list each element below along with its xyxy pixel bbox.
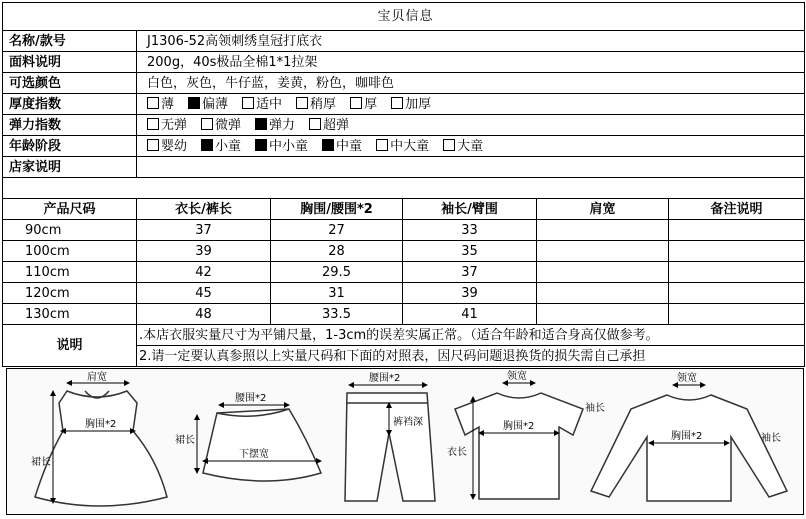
name-value: J1306-52高领刺绣皇冠打底衣: [137, 31, 805, 52]
elasticity-option-label: 无弹: [161, 117, 188, 133]
size-value-cell: 35: [403, 241, 537, 262]
colors-value: 白色，灰色，牛仔蓝，姜黄，粉色，咖啡色: [137, 73, 805, 94]
size-value-cell: [669, 220, 805, 241]
age-option: [322, 138, 362, 155]
age-option: [376, 138, 429, 155]
elasticity-label: 弹力指数: [3, 115, 137, 136]
size-header-cell: 备注说明: [669, 199, 805, 220]
skirt-figure: [203, 409, 321, 481]
thickness-option-label: 加厚: [405, 96, 432, 112]
thickness-option: [391, 96, 431, 113]
checked-box-icon: [255, 118, 267, 130]
unchecked-box-icon: [201, 118, 213, 130]
unchecked-box-icon: [147, 97, 159, 109]
size-value-cell: 39: [403, 283, 537, 304]
unchecked-box-icon: [147, 139, 159, 151]
unchecked-box-icon: [147, 118, 159, 130]
colors-label: 可选颜色: [3, 73, 137, 94]
size-header-cell: 肩宽: [537, 199, 669, 220]
pants-rise-label: 裤裆深: [393, 417, 423, 428]
store-note-label: 店家说明: [3, 157, 137, 178]
thickness-option-label: 薄: [161, 96, 175, 112]
elasticity-option: [201, 117, 241, 134]
age-option-label: 中大童: [390, 138, 430, 154]
tshirt-chest-label: 胸围*2: [503, 421, 535, 432]
size-value-cell: 42: [137, 262, 271, 283]
size-row: [3, 241, 805, 262]
size-value-cell: [669, 262, 805, 283]
size-row: [3, 220, 805, 241]
size-value-cell: 33: [403, 220, 537, 241]
longsleeve-figure: [591, 395, 787, 501]
blank-cell: [3, 178, 805, 199]
size-label-cell: 120cm: [3, 283, 137, 304]
dress-figure: [35, 391, 167, 506]
thickness-label: 厚度指数: [3, 94, 137, 115]
elasticity-option-label: 微弹: [215, 117, 242, 133]
size-value-cell: [537, 241, 669, 262]
size-value-cell: 28: [271, 241, 403, 262]
size-header-cell: 袖长/臂围: [403, 199, 537, 220]
thickness-option: [147, 96, 174, 113]
checked-box-icon: [188, 97, 200, 109]
age-option: [201, 138, 241, 155]
thickness-option: [242, 96, 282, 113]
age-options: [137, 136, 805, 157]
size-value-cell: 31: [271, 283, 403, 304]
size-label-cell: 90cm: [3, 220, 137, 241]
unchecked-box-icon: [242, 97, 254, 109]
unchecked-box-icon: [350, 97, 362, 109]
size-value-cell: 29.5: [271, 262, 403, 283]
size-value-cell: 48: [137, 304, 271, 325]
size-value-cell: [669, 241, 805, 262]
thickness-option: [296, 96, 336, 113]
thickness-option-label: 厚: [364, 96, 378, 112]
age-option-label: 中童: [336, 138, 363, 154]
size-label-cell: 100cm: [3, 241, 137, 262]
size-value-cell: [537, 283, 669, 304]
unchecked-box-icon: [391, 97, 403, 109]
size-label-cell: 110cm: [3, 262, 137, 283]
size-header-cell: 胸围/腰围*2: [271, 199, 403, 220]
measurement-diagram-svg: [7, 369, 803, 514]
dress-chest-label: 胸围*2: [85, 419, 117, 430]
elasticity-options: [137, 115, 805, 136]
dress-shoulder-label: 肩宽: [87, 372, 107, 383]
measurement-diagram: [6, 368, 804, 515]
longsleeve-chest-label: 胸围*2: [671, 431, 703, 442]
blank-row: [3, 178, 805, 199]
size-value-cell: [537, 220, 669, 241]
tshirt-sleeve-label: 袖长: [585, 403, 605, 414]
skirt-waist-label: 腰围*2: [235, 393, 267, 404]
size-row: [3, 283, 805, 304]
store-note-row: [3, 157, 805, 178]
age-option: [255, 138, 308, 155]
name-label: 名称/款号: [3, 31, 137, 52]
info-row-name: [3, 31, 805, 52]
size-header-cell: 衣长/裤长: [137, 199, 271, 220]
size-value-cell: 37: [137, 220, 271, 241]
thickness-option-label: 适中: [256, 96, 283, 112]
pants-waist-label: 腰围*2: [369, 373, 401, 384]
tshirt-figure: [455, 393, 583, 499]
longsleeve-collar-label: 领宽: [677, 373, 697, 384]
age-option-label: 婴幼: [161, 138, 188, 154]
note-line-2: 2.请一定要认真参照以上实量尺码和下面的对照表，因尺码问题退换货的损失需自己承担: [137, 346, 805, 367]
elasticity-option: [147, 117, 187, 134]
thickness-option-label: 偏薄: [202, 96, 229, 112]
size-value-cell: [537, 304, 669, 325]
tshirt-length-label: 衣长: [447, 447, 467, 458]
thickness-option-label: 稍厚: [310, 96, 337, 112]
size-value-cell: 33.5: [271, 304, 403, 325]
size-table-header: [3, 199, 805, 220]
unchecked-box-icon: [376, 139, 388, 151]
notes-row-1: [3, 325, 805, 346]
size-header-cell: 产品尺码: [3, 199, 137, 220]
fabric-label: 面料说明: [3, 52, 137, 73]
size-value-cell: 37: [403, 262, 537, 283]
elasticity-option: [255, 117, 295, 134]
size-row: [3, 304, 805, 325]
tshirt-collar-label: 领宽: [507, 371, 527, 382]
size-value-cell: [669, 283, 805, 304]
checked-box-icon: [201, 139, 213, 151]
age-option: [147, 138, 187, 155]
checked-box-icon: [255, 139, 267, 151]
info-row-colors: [3, 73, 805, 94]
size-row: [3, 262, 805, 283]
age-option-label: 小童: [215, 138, 242, 154]
unchecked-box-icon: [296, 97, 308, 109]
sheet-title: 宝贝信息: [3, 3, 805, 31]
size-table-body: [3, 220, 805, 325]
age-option-label: 大童: [457, 138, 484, 154]
info-table: [2, 2, 805, 367]
pants-figure: [345, 393, 435, 501]
age-label: 年龄阶段: [3, 136, 137, 157]
size-value-cell: 41: [403, 304, 537, 325]
age-row: [3, 136, 805, 157]
thickness-option: [188, 96, 228, 113]
checked-box-icon: [322, 139, 334, 151]
size-value-cell: 45: [137, 283, 271, 304]
notes-label: 说明: [3, 325, 137, 367]
elasticity-option-label: 超弹: [323, 117, 350, 133]
skirt-hem-label: 下摆宽: [239, 449, 269, 460]
age-option-label: 中小童: [269, 138, 309, 154]
size-label-cell: 130cm: [3, 304, 137, 325]
elasticity-option-label: 弹力: [269, 117, 296, 133]
unchecked-box-icon: [443, 139, 455, 151]
dress-length-label: 裙长: [31, 457, 51, 468]
size-value-cell: 27: [271, 220, 403, 241]
store-note-value: [137, 157, 805, 178]
size-value-cell: 39: [137, 241, 271, 262]
elasticity-row: [3, 115, 805, 136]
size-value-cell: [669, 304, 805, 325]
skirt-length-label: 裙长: [175, 435, 195, 446]
fabric-value: 200g，40s极品全棉1*1拉架: [137, 52, 805, 73]
thickness-options: [137, 94, 805, 115]
size-value-cell: [537, 262, 669, 283]
elasticity-option: [309, 117, 349, 134]
unchecked-box-icon: [309, 118, 321, 130]
thickness-row: [3, 94, 805, 115]
longsleeve-sleeve-label: 袖长: [761, 433, 781, 444]
age-option: [443, 138, 483, 155]
thickness-option: [350, 96, 377, 113]
note-line-1: .本店衣服实量尺寸为平铺尺量，1-3cm的误差实属正常。（适合年龄和适合身高仅做参考。: [137, 325, 805, 346]
info-row-fabric: [3, 52, 805, 73]
